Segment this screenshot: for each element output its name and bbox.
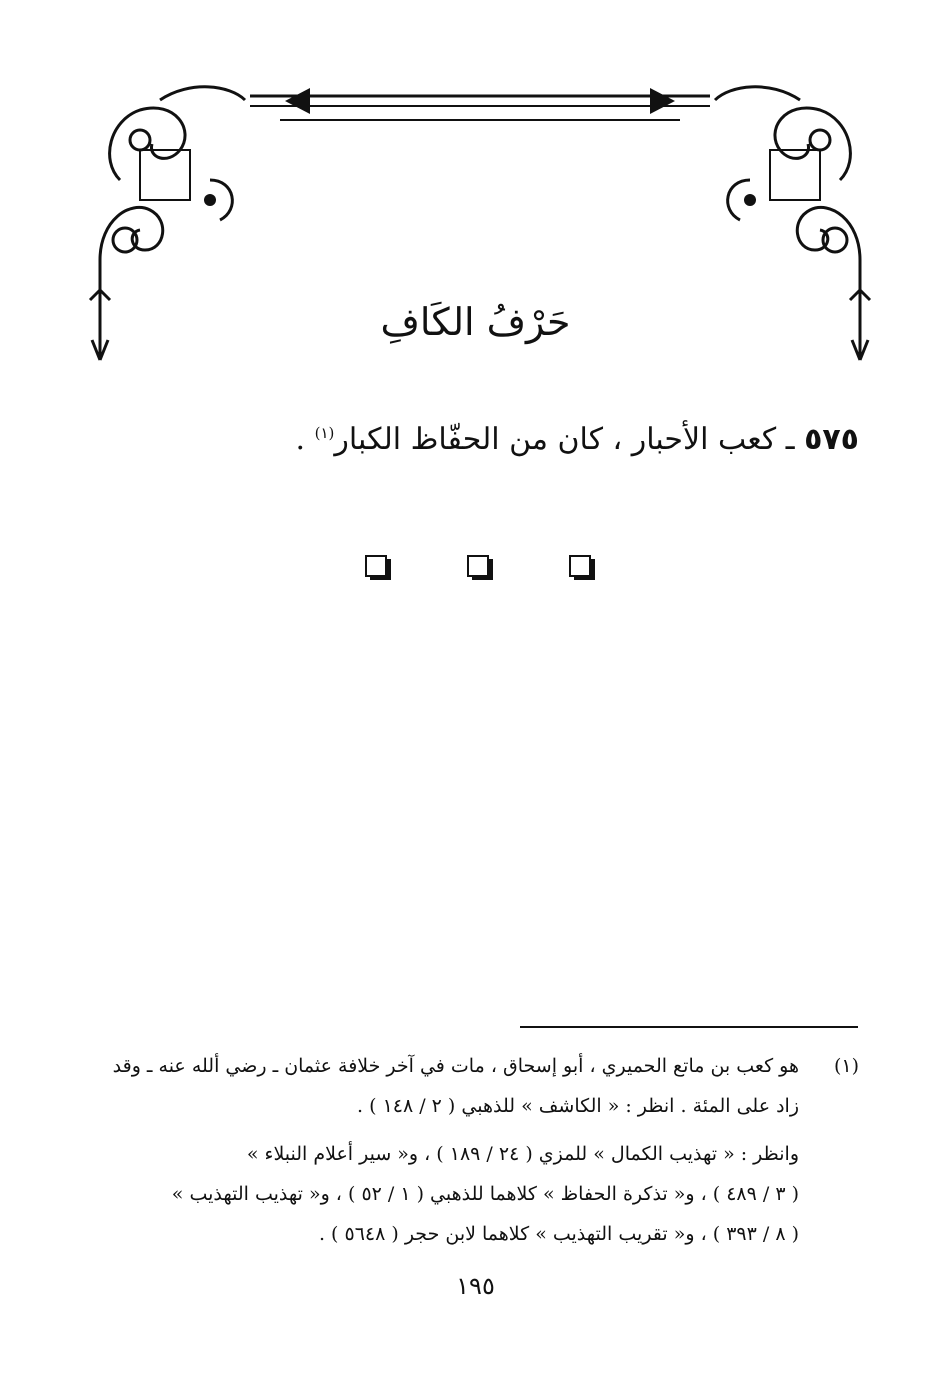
chapter-title: حَرْفُ الكَافِ (380, 300, 571, 344)
footnote-line: زاد على المئة . انظر : « الكاشف » للذهبي ( ٢ / ١٤٨ ) . (357, 1095, 799, 1117)
separator-box (366, 556, 389, 578)
footnote-line: ( ٣ / ٤٨٩ ) ، و« تذكرة الحفاظ » كلاهما للذهبي ( ١ / ٥٢ ) ، و« تهذيب التهذيب » (171, 1183, 799, 1205)
page-number: ١٩٥ (456, 1272, 495, 1300)
footnote-line: ( ٨ / ٣٩٣ ) ، و« تقريب التهذيب » كلاهما لابن حجر ( ٥٦٤٨ ) . (318, 1223, 799, 1245)
footnote-reference: (١) (314, 424, 335, 442)
entry-575 (296, 422, 859, 457)
entry-dash: ـ (785, 422, 795, 457)
footnote-line: وانظر : « تهذيب الكمال » للمزي ( ٢٤ / ١٨٩ ) ، و« سير أعلام النبلاء » (246, 1143, 799, 1165)
entry-end: . (295, 422, 306, 457)
entry-text: كعب الأحبار ، كان من الحفّاظ الكبار (334, 422, 777, 457)
separator-box (468, 556, 491, 578)
footnote-body (100, 1046, 799, 1254)
footnotes (100, 1046, 859, 1254)
footnote-1 (100, 1046, 859, 1254)
footnote-mark: (١) (833, 1055, 859, 1077)
separator-box (570, 556, 593, 578)
footnote-line: هو كعب بن ماتع الحميري ، أبو إسحاق ، مات في آخر خلافة عثمان ـ رضي ألله عنه ـ وقد (112, 1055, 799, 1077)
entry-number: ٥٧٥ (804, 422, 859, 457)
section-separators (362, 552, 602, 582)
footnote-divider (520, 1026, 858, 1028)
